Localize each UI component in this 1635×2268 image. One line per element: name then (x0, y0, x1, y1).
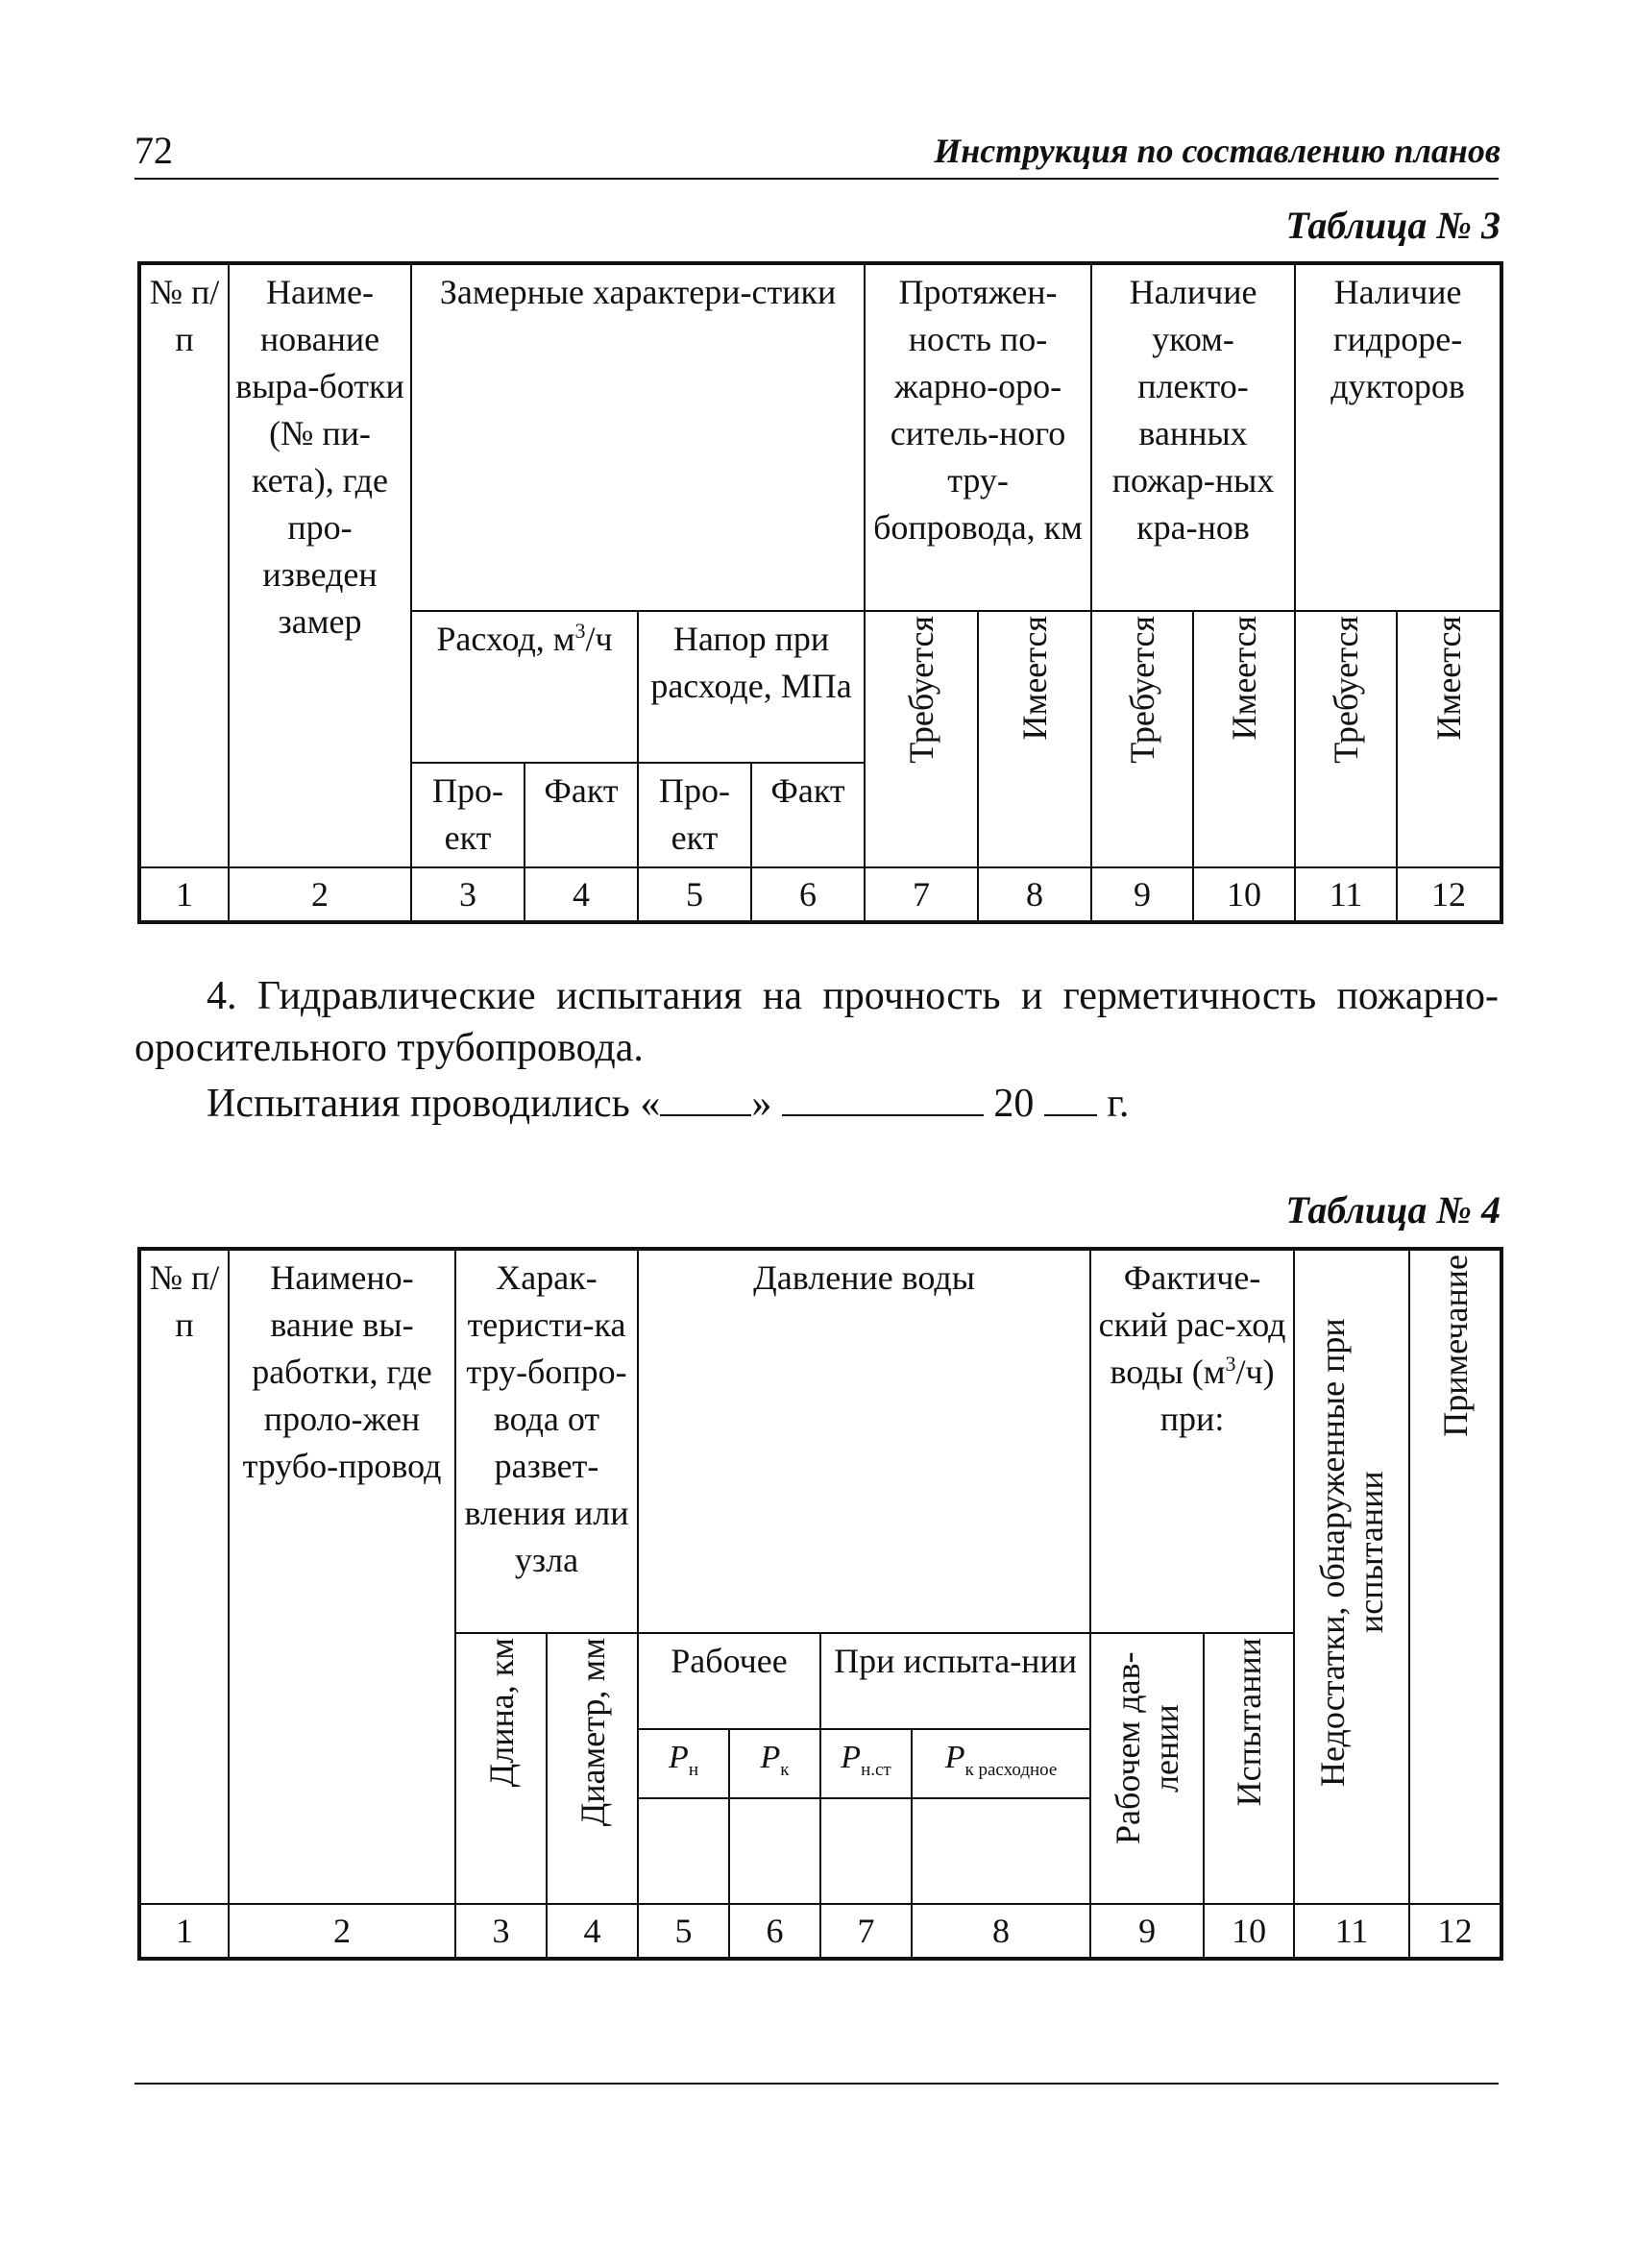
test-date-quote: » (751, 1082, 772, 1126)
t4-p-nst-sub: н.ст (861, 1759, 891, 1780)
t3-header-reducers: Наличие гидроре-дукторов (1295, 263, 1501, 611)
blank-year (1044, 1076, 1097, 1116)
t3-col-number: 4 (525, 867, 638, 922)
t4-col-number: 10 (1204, 1904, 1294, 1959)
t4-col-number: 5 (638, 1904, 729, 1959)
t3-col-number: 6 (751, 867, 865, 922)
t4-working-pressure-label: Рабочем дав-лении (1109, 1651, 1186, 1845)
t4-actual-flow-label: Фактиче-ский рас-ход воды (м (1098, 1258, 1286, 1391)
t3-header-cranes: Наличие уком-плекто-ванных пожар-ных кра-нов (1091, 263, 1295, 611)
t4-p-nst-symbol: P (841, 1740, 862, 1775)
t3-length-required-label: Требуется (902, 616, 941, 764)
t4-empty-cell (638, 1798, 729, 1904)
t4-p-nst (820, 1729, 912, 1798)
t3-cranes-present (1193, 611, 1295, 867)
t4-diameter-label: Диаметр, мм (573, 1638, 612, 1827)
t3-reducers-present-label: Имеется (1429, 616, 1469, 741)
t4-p-k-flow (912, 1729, 1090, 1798)
t3-cranes-required (1091, 611, 1193, 867)
t3-col-number: 8 (978, 867, 1091, 922)
t4-p-n-symbol: P (669, 1740, 689, 1775)
test-date-line (207, 1076, 1359, 1130)
t4-actual-flow-end: /ч) при: (1159, 1353, 1275, 1438)
t3-header-flow (411, 611, 638, 763)
t4-col-number: 9 (1090, 1904, 1204, 1959)
t4-p-k-sub: к (780, 1759, 790, 1780)
t3-header-length: Протяжен-ность по-жарно-ороситель-ного тру-бопровода, км (865, 263, 1091, 611)
t4-header-test (1204, 1633, 1294, 1904)
t3-cranes-required-label: Требуется (1123, 616, 1162, 764)
t3-length-required (865, 611, 978, 867)
blank-month (782, 1076, 984, 1116)
t4-header-actual-flow (1090, 1249, 1294, 1633)
t3-flow-unit: /ч (585, 620, 613, 658)
test-date-prefix: Испытания проводились « (207, 1082, 661, 1126)
t4-header-working-pressure (1090, 1633, 1204, 1904)
t3-flow-label: Расход, м (436, 620, 575, 658)
t4-length-label: Длина, км (481, 1638, 521, 1788)
t4-p-n-sub: н (688, 1759, 698, 1780)
t4-col-number: 8 (912, 1904, 1090, 1959)
t3-length-present-label: Имеется (1015, 616, 1055, 741)
t4-col-number: 4 (547, 1904, 638, 1959)
t4-col-number: 11 (1294, 1904, 1409, 1959)
t3-pressure-fact: Факт (751, 763, 865, 867)
t4-p-k (729, 1729, 820, 1798)
t3-header-pressure: Напор при расходе, МПа (638, 611, 865, 763)
t4-p-k-flow-sub: к расходное (964, 1759, 1058, 1780)
t3-flow-project: Про-ект (411, 763, 525, 867)
t4-header-length (455, 1633, 547, 1904)
t3-col-number: 7 (865, 867, 978, 922)
t3-header-measured: Замерные характери-стики (411, 263, 865, 611)
page-number: 72 (134, 129, 173, 172)
test-date-century: 20 (993, 1082, 1035, 1126)
t3-col-number: 10 (1193, 867, 1295, 922)
t4-p-k-flow-symbol: P (944, 1740, 965, 1775)
footer-rule (134, 2083, 1499, 2085)
t4-header-name: Наимено-вание вы-работки, где проло-жен трубо-провод (229, 1249, 455, 1904)
t4-note-label: Примечание (1435, 1255, 1475, 1437)
t3-col-number: 9 (1091, 867, 1193, 922)
t4-header-number: № п/п (139, 1249, 229, 1904)
t4-header-note (1409, 1249, 1501, 1904)
t4-p-k-symbol: P (760, 1740, 781, 1775)
t4-header-defects (1294, 1249, 1409, 1904)
blank-day (660, 1076, 751, 1116)
table3-caption: Таблица № 3 (1285, 204, 1501, 247)
t3-header-number: № п/п (139, 263, 229, 867)
t4-empty-cell (912, 1798, 1090, 1904)
t4-header-working: Рабочее (638, 1633, 820, 1729)
table4-caption: Таблица № 4 (1285, 1188, 1501, 1232)
t3-col-number: 11 (1295, 867, 1397, 922)
t3-reducers-required (1295, 611, 1397, 867)
t4-p-n (638, 1729, 729, 1798)
t3-col-number: 2 (229, 867, 411, 922)
t4-actual-flow-sup: 3 (1225, 1352, 1236, 1376)
t4-col-number: 3 (455, 1904, 547, 1959)
t4-col-number: 7 (820, 1904, 912, 1959)
t3-col-number: 12 (1397, 867, 1501, 922)
t3-col-number: 5 (638, 867, 751, 922)
t3-header-name: Наиме-нование выра-ботки (№ пи-кета), где про-изведен замер (229, 263, 411, 867)
section-4-text: 4. Гидравлические испытания на прочность и герметичность пожарно-оросительного трубопровода. (134, 974, 1499, 1070)
t3-flow-fact: Факт (525, 763, 638, 867)
test-date-suffix: г. (1107, 1082, 1130, 1126)
t4-empty-cell (729, 1798, 820, 1904)
t3-flow-sup: 3 (574, 619, 586, 643)
t4-header-testing: При испыта-нии (820, 1633, 1090, 1729)
table4 (137, 1247, 1503, 1961)
t4-col-number: 1 (139, 1904, 229, 1959)
t3-reducers-required-label: Требуется (1327, 616, 1366, 764)
t4-col-number: 2 (229, 1904, 455, 1959)
t4-header-characteristic: Харак-теристи-ка тру-бопро-вода от развет-вления или узла (455, 1249, 638, 1633)
t3-length-present (978, 611, 1091, 867)
t3-reducers-present (1397, 611, 1501, 867)
t4-defects-label: Недостатки, обнаруженные при испытании (1313, 1318, 1391, 1787)
t4-empty-cell (820, 1798, 912, 1904)
t3-pressure-project: Про-ект (638, 763, 751, 867)
t4-col-number: 6 (729, 1904, 820, 1959)
t4-test-label: Испытании (1230, 1638, 1269, 1807)
running-head: Инструкция по составлению планов (934, 132, 1501, 170)
t3-col-number: 3 (411, 867, 525, 922)
table3 (137, 261, 1503, 924)
t4-col-number: 12 (1409, 1904, 1501, 1959)
t4-header-diameter (547, 1633, 638, 1904)
header-rule (134, 178, 1499, 180)
t4-header-pressure: Давление воды (638, 1249, 1090, 1633)
t3-cranes-present-label: Имеется (1225, 616, 1264, 741)
t3-col-number: 1 (139, 867, 229, 922)
